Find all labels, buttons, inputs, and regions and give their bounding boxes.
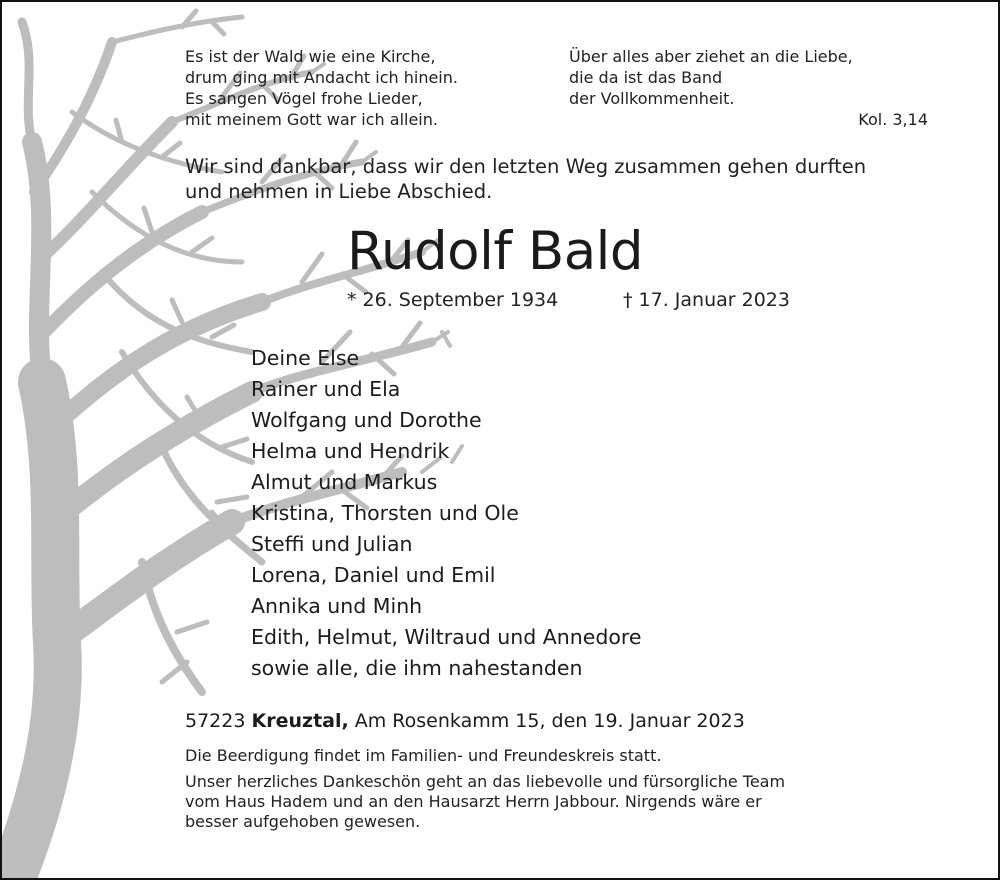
intro-text [185,154,866,204]
city: Kreuztal, [251,710,349,732]
address-date: Am Rosenkamm 15, den 19. Januar 2023 [354,710,745,732]
poem-right-line: der Vollkommenheit. [569,89,735,108]
mourners-list [251,343,642,684]
deceased-name: Rudolf Bald [347,221,644,282]
verse-reference: Kol. 3,14 [858,110,928,129]
thanks-line: vom Haus Hadem und an den Hausarzt Herrn Jabbour. Nirgends wäre er [185,792,762,811]
mourner-line: Almut und Markus [251,470,438,494]
poem-left [185,46,458,130]
notes [185,746,785,832]
mourner-line: Lorena, Daniel und Emil [251,563,496,587]
poem-right [569,46,853,109]
poem-right-line: die da ist das Band [569,68,723,87]
mourner-line: Steffi und Julian [251,532,413,556]
thanks-line: Unser herzliches Dankeschön geht an das liebevolle und fürsorgliche Team [185,772,786,791]
mourner-line: Deine Else [251,346,360,370]
poem-left-line: drum ging mit Andacht ich hinein. [185,68,458,87]
postal-code: 57223 [185,710,246,732]
mourner-line: Edith, Helmut, Wiltraud und Annedore [251,625,642,649]
poem-left-line: Es ist der Wald wie eine Kirche, [185,47,436,66]
mourner-line: Wolfgang und Dorothe [251,408,482,432]
poem-left-line: Es sangen Vögel frohe Lieder, [185,89,423,108]
thanks-line: besser aufgehoben gewesen. [185,812,421,831]
funeral-note: Die Beerdigung findet im Familien- und Freundeskreis statt. [185,746,662,765]
birth-date: * 26. September 1934 [347,289,559,311]
intro-line: Wir sind dankbar, dass wir den letzten Weg zusammen gehen durften [185,155,867,178]
intro-line: und nehmen in Liebe Abschied. [185,180,493,203]
mourner-line: Rainer und Ela [251,377,401,401]
mourner-line: Annika und Minh [251,594,423,618]
death-date: † 17. Januar 2023 [623,289,790,311]
mourner-line: Helma und Hendrik [251,439,450,463]
poem-right-line: Über alles aber ziehet an die Liebe, [569,47,853,66]
mourner-line: Kristina, Thorsten und Ole [251,501,519,525]
mourner-line: sowie alle, die ihm nahestanden [251,656,583,680]
place-and-date [185,709,745,733]
poem-left-line: mit meinem Gott war ich allein. [185,110,438,129]
